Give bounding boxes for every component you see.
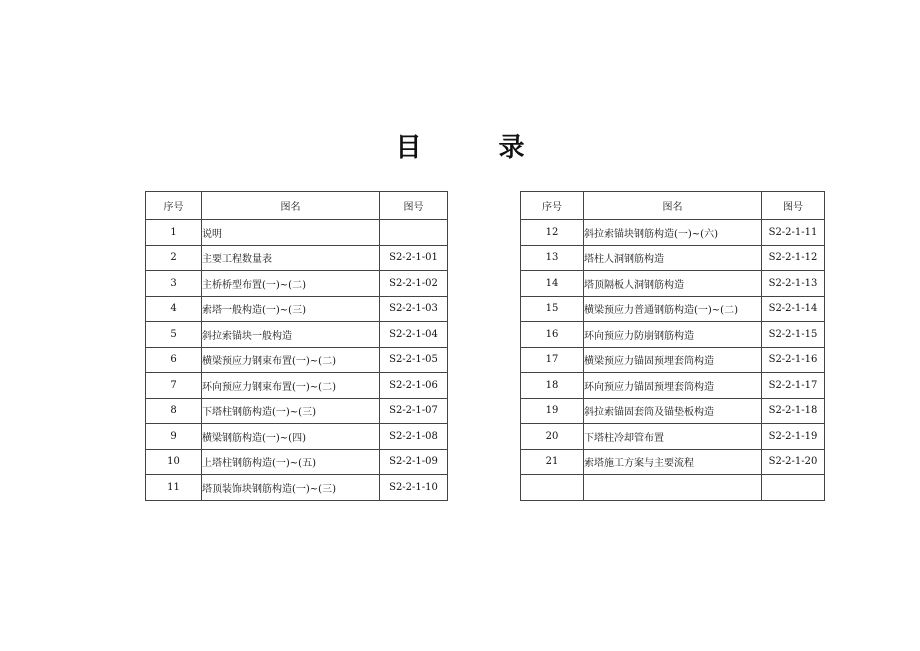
table-row xyxy=(146,398,448,424)
table-row xyxy=(146,347,448,373)
drawing-code: S2-2-1-12 xyxy=(762,245,825,271)
table-row xyxy=(146,220,448,246)
drawing-name: 环向预应力防崩钢筋构造 xyxy=(584,322,762,348)
table-row xyxy=(146,373,448,399)
drawing-code: S2-2-1-15 xyxy=(762,322,825,348)
header-code: 图号 xyxy=(380,192,448,220)
drawing-name: 环向预应力钢束布置(一)~(二) xyxy=(202,373,380,399)
row-number: 16 xyxy=(521,322,584,348)
drawing-code: S2-2-1-04 xyxy=(380,322,448,348)
drawing-name xyxy=(584,475,762,501)
drawing-name: 塔柱人洞钢筋构造 xyxy=(584,245,762,271)
row-number: 4 xyxy=(146,296,202,322)
drawing-name: 斜拉索锚块钢筋构造(一)~(六) xyxy=(584,220,762,246)
row-number: 18 xyxy=(521,373,584,399)
drawing-name: 环向预应力锚固预埋套筒构造 xyxy=(584,373,762,399)
table-row xyxy=(146,449,448,475)
header-no: 序号 xyxy=(146,192,202,220)
table-row xyxy=(146,322,448,348)
table-row xyxy=(521,271,825,297)
drawing-code: S2-2-1-03 xyxy=(380,296,448,322)
drawing-name: 横梁预应力锚固预埋套筒构造 xyxy=(584,347,762,373)
row-number: 8 xyxy=(146,398,202,424)
table-row xyxy=(146,424,448,450)
drawing-code: S2-2-1-16 xyxy=(762,347,825,373)
table-row xyxy=(146,475,448,501)
row-number: 5 xyxy=(146,322,202,348)
row-number: 6 xyxy=(146,347,202,373)
drawing-name: 塔顶装饰块钢筋构造(一)~(三) xyxy=(202,475,380,501)
drawing-code: S2-2-1-18 xyxy=(762,398,825,424)
drawing-code: S2-2-1-11 xyxy=(762,220,825,246)
header-name: 图名 xyxy=(202,192,380,220)
drawing-name: 横梁预应力钢束布置(一)~(二) xyxy=(202,347,380,373)
drawing-name: 主要工程数量表 xyxy=(202,245,380,271)
drawing-name: 塔顶隔板人洞钢筋构造 xyxy=(584,271,762,297)
drawing-name: 索塔施工方案与主要流程 xyxy=(584,449,762,475)
row-number xyxy=(521,475,584,501)
row-number: 15 xyxy=(521,296,584,322)
drawing-name: 横梁钢筋构造(一)~(四) xyxy=(202,424,380,450)
table-row xyxy=(521,322,825,348)
drawing-name: 横梁预应力普通钢筋构造(一)~(二) xyxy=(584,296,762,322)
row-number: 12 xyxy=(521,220,584,246)
page-title: 目 录 xyxy=(395,133,559,163)
toc-table-right xyxy=(520,191,825,501)
table-row xyxy=(521,398,825,424)
header-no: 序号 xyxy=(521,192,584,220)
drawing-code: S2-2-1-05 xyxy=(380,347,448,373)
table-row xyxy=(521,245,825,271)
table-row xyxy=(521,449,825,475)
drawing-code xyxy=(762,475,825,501)
drawing-code: S2-2-1-19 xyxy=(762,424,825,450)
row-number: 11 xyxy=(146,475,202,501)
table-row xyxy=(146,271,448,297)
header-code: 图号 xyxy=(762,192,825,220)
drawing-code: S2-2-1-06 xyxy=(380,373,448,399)
drawing-name: 斜拉索锚块一般构造 xyxy=(202,322,380,348)
row-number: 3 xyxy=(146,271,202,297)
drawing-name: 索塔一般构造(一)~(三) xyxy=(202,296,380,322)
drawing-code: S2-2-1-01 xyxy=(380,245,448,271)
row-number: 9 xyxy=(146,424,202,450)
row-number: 13 xyxy=(521,245,584,271)
table-header-row xyxy=(521,192,825,220)
row-number: 17 xyxy=(521,347,584,373)
row-number: 21 xyxy=(521,449,584,475)
row-number: 10 xyxy=(146,449,202,475)
drawing-code: S2-2-1-09 xyxy=(380,449,448,475)
table-row xyxy=(521,373,825,399)
row-number: 7 xyxy=(146,373,202,399)
drawing-name: 说明 xyxy=(202,220,380,246)
drawing-name: 斜拉索锚固套筒及锚垫板构造 xyxy=(584,398,762,424)
table-header-row xyxy=(146,192,448,220)
table-row xyxy=(146,296,448,322)
table-row xyxy=(146,245,448,271)
header-name: 图名 xyxy=(584,192,762,220)
drawing-code: S2-2-1-14 xyxy=(762,296,825,322)
drawing-name: 下塔柱冷却管布置 xyxy=(584,424,762,450)
row-number: 14 xyxy=(521,271,584,297)
drawing-code xyxy=(380,220,448,246)
drawing-code: S2-2-1-08 xyxy=(380,424,448,450)
toc-table-left xyxy=(145,191,448,501)
drawing-name: 主桥桥型布置(一)~(二) xyxy=(202,271,380,297)
drawing-name: 上塔柱钢筋构造(一)~(五) xyxy=(202,449,380,475)
drawing-code: S2-2-1-13 xyxy=(762,271,825,297)
table-row xyxy=(521,475,825,501)
table-row xyxy=(521,220,825,246)
drawing-code: S2-2-1-20 xyxy=(762,449,825,475)
drawing-code: S2-2-1-10 xyxy=(380,475,448,501)
table-row xyxy=(521,296,825,322)
row-number: 20 xyxy=(521,424,584,450)
table-row xyxy=(521,424,825,450)
drawing-code: S2-2-1-17 xyxy=(762,373,825,399)
row-number: 1 xyxy=(146,220,202,246)
drawing-code: S2-2-1-02 xyxy=(380,271,448,297)
table-row xyxy=(521,347,825,373)
drawing-name: 下塔柱钢筋构造(一)~(三) xyxy=(202,398,380,424)
row-number: 19 xyxy=(521,398,584,424)
drawing-code: S2-2-1-07 xyxy=(380,398,448,424)
row-number: 2 xyxy=(146,245,202,271)
